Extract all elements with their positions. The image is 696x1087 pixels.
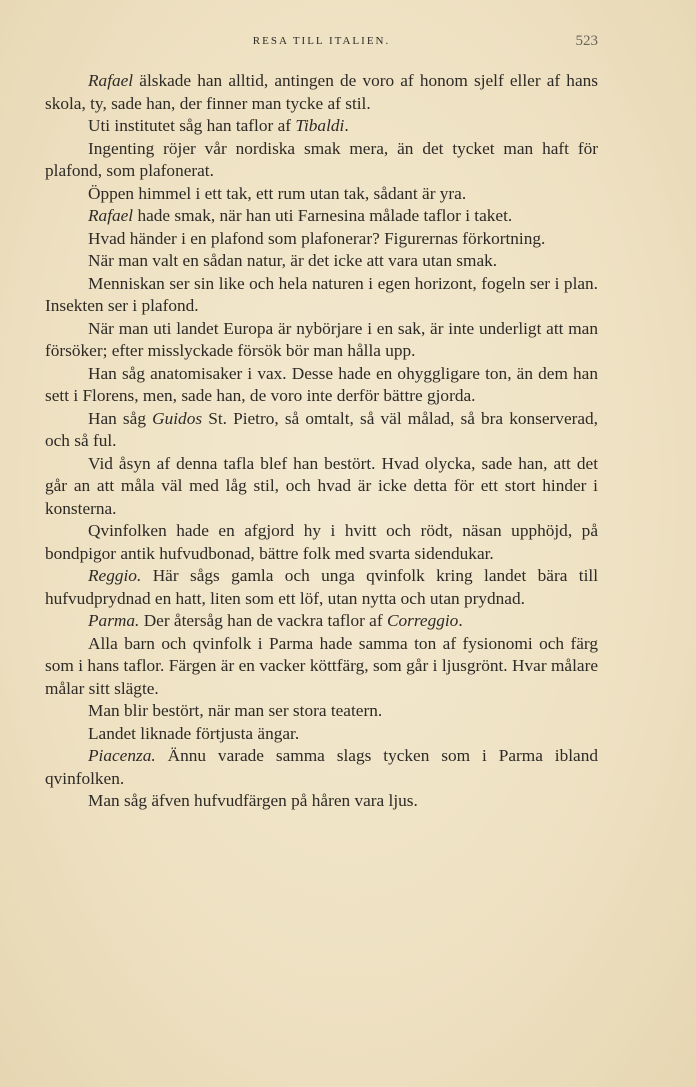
paragraph: [45, 700, 598, 723]
italic-text: Rafael: [88, 206, 134, 225]
paragraph: [45, 520, 598, 565]
text-run: När man uti landet Europa är nybörjare i en sak, är inte underligt att man försöker; efter misslyckade försök bör man hålla upp.: [45, 318, 598, 360]
paragraph: [45, 205, 598, 228]
paragraph: [45, 228, 598, 251]
text-run: Han såg anatomisaker i vax. Desse hade en ohyggligare ton, än dem han sett i Florens, men, sade han, de voro inte derför bättre gjorda.: [45, 363, 598, 405]
paragraph: [45, 250, 598, 273]
paragraph: [45, 745, 598, 790]
paragraph: [45, 610, 598, 633]
italic-text: Reggio.: [88, 566, 142, 585]
text-run: hade smak, när han uti Farnesina målade taflor i taket.: [133, 206, 513, 225]
italic-text: Correggio: [386, 611, 459, 630]
paragraph: [45, 318, 598, 363]
text-run: Landet liknade förtjusta ängar.: [88, 723, 300, 743]
text-run: När man valt en sådan natur, är det icke att vara utan smak.: [88, 251, 498, 270]
page-header: [45, 33, 598, 51]
text-run: .: [458, 611, 463, 630]
italic-text: Guidos: [152, 408, 203, 428]
text-run: Ännu varade samma slags tycken som i Parma ibland qvinfolken.: [45, 746, 598, 788]
text-run: Vid åsyn af denna tafla blef han bestört. Hvad olycka, sade han, att det går an att måla väl med låg stil, och hvad är icke detta för ett stort hinder i konsterna.: [45, 453, 598, 518]
text-run: älskade han alltid, antingen de voro af honom sjelf eller af hans skola, ty, sade han, der finner man tycke af stil.: [45, 71, 598, 113]
text-run: Ingenting röjer vår nordiska smak mera, än det tycket man haft för plafond, som plafonerat.: [45, 138, 598, 180]
text-run: Hvad händer i en plafond som plafonerar? Figurernas förkortning.: [88, 228, 546, 248]
paragraph: [45, 633, 598, 701]
paragraph: [45, 138, 598, 183]
paragraph: [45, 183, 598, 206]
text-run: St. Pietro, så omtalt, så väl målad, så bra konserverad, och så ful.: [45, 408, 598, 450]
page-number: 523: [575, 33, 598, 49]
text-run: Alla barn och qvinfolk i Parma hade samma ton af fysionomi och färg som i hans taflor. Färgen är en vacker köttfärg, som går i ljusgrönt. Hvar målare målar sitt slägte.: [45, 633, 598, 698]
text-run: Der återsåg han de vackra taflor af: [139, 611, 387, 630]
paragraph: [45, 723, 598, 746]
paragraph: [45, 790, 598, 813]
text-run: Öppen himmel i ett tak, ett rum utan tak, sådant är yra.: [88, 183, 467, 203]
paragraph: [45, 565, 598, 610]
text-run: .: [344, 116, 349, 135]
paragraph: [45, 363, 598, 408]
text-run: Man blir bestört, när man ser stora teatern.: [88, 701, 383, 720]
text-run: Qvinfolken hade en afgjord hy i hvitt och rödt, näsan upphöjd, på bondpigor antik hufvudbonad, bättre folk med svarta sidendukar.: [45, 521, 598, 563]
italic-text: Piacenza.: [88, 746, 156, 765]
italic-text: Tibaldi: [295, 116, 345, 135]
text-run: Uti institutet såg han taflor af: [88, 116, 296, 135]
text-run: Här sågs gamla och unga qvinfolk kring landet bära till hufvudprydnad en hatt, liten som ett löf, utan nytta och utan prydnad.: [45, 566, 598, 608]
paragraph: [45, 408, 598, 453]
italic-text: Parma.: [88, 611, 140, 630]
paragraph: [45, 70, 598, 115]
page-body: [45, 70, 598, 813]
running-title: RESA TILL ITALIEN.: [252, 35, 391, 47]
paragraph: [45, 115, 598, 138]
italic-text: Rafael: [88, 71, 134, 90]
text-run: Han såg: [88, 408, 153, 428]
paragraph: [45, 453, 598, 521]
paragraph: [45, 273, 598, 318]
text-run: Menniskan ser sin like och hela naturen i egen horizont, fogeln ser i plan. Insekten ser i plafond.: [45, 273, 598, 315]
text-run: Man såg äfven hufvudfärgen på håren vara ljus.: [88, 791, 418, 810]
